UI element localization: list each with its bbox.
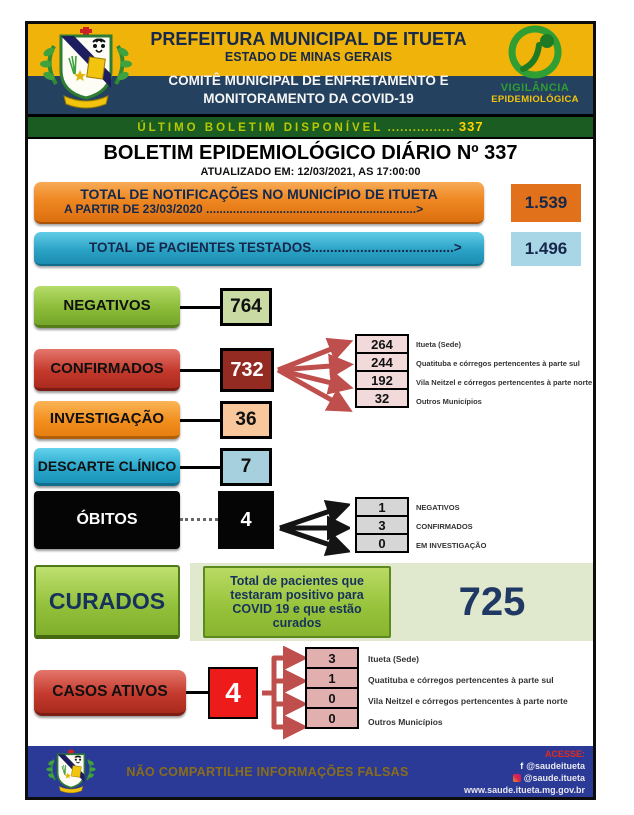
- tested-pill: [34, 232, 484, 266]
- curados-row: [28, 561, 593, 645]
- casos-ativos-breakdown-labels: [368, 647, 590, 743]
- investigacao-value: 36: [220, 401, 272, 439]
- curados-value: 725: [458, 579, 526, 624]
- breakdown-label: Itueta (Sede): [416, 340, 462, 349]
- breakdown-label: Vila Neitzel e córregos pertencentes à parte norte: [416, 378, 593, 387]
- breakdown-label: NEGATIVOS: [416, 503, 460, 512]
- casos-ativos-connector: [186, 691, 208, 694]
- bulletin-frame: [25, 21, 596, 800]
- tested-row: [28, 232, 593, 270]
- obitos-breakdown-labels: [416, 497, 591, 561]
- investigacao-connector: [180, 419, 220, 422]
- header: [28, 24, 593, 114]
- confirmados-value: 732: [220, 348, 274, 392]
- header-titles: [136, 24, 481, 114]
- casos-ativos-row: [28, 646, 593, 744]
- curados-strip: [190, 563, 593, 641]
- confirmados-connector: [180, 369, 220, 372]
- tested-label: TOTAL DE PACIENTES TESTADOS......................................>: [89, 240, 462, 255]
- descarte-button: DESCARTE CLÍNICO: [34, 448, 180, 486]
- vigilancia-label-line1: VIGILÂNCIA: [500, 82, 570, 94]
- breakdown-label: Outros Municípios: [416, 397, 482, 406]
- casos-ativos-arrows-icon: [260, 646, 306, 744]
- committee-line2: MONITORAMENTO DA COVID-19: [203, 91, 414, 106]
- curados-description: Total de pacientes que testaram positivo para COVID 19 e que estão curados: [203, 566, 391, 638]
- confirmados-breakdown-value: 192: [355, 370, 409, 390]
- negativos-connector: [180, 306, 220, 309]
- breakdown-label: EM INVESTIGAÇÃO: [416, 541, 487, 550]
- confirmados-breakdown-value: 244: [355, 352, 409, 372]
- notifications-pill: [34, 182, 484, 224]
- committee-line1: COMITÊ MUNICIPAL DE ENFRETAMENTO E: [168, 73, 449, 88]
- website-url: www.saude.itueta.mg.gov.br: [463, 784, 585, 795]
- ativos-breakdown-value: 0: [305, 687, 359, 709]
- obitos-breakdown-table: [355, 497, 409, 553]
- breakdown-label: Vila Neitzel e córregos pertencentes à parte norte: [368, 696, 568, 706]
- breakdown-label: Quatituba e córregos pertencentes à parte sul: [368, 675, 554, 685]
- investigacao-button: INVESTIGAÇÃO: [34, 401, 180, 439]
- obitos-button: ÓBITOS: [34, 491, 180, 549]
- notifications-label-line1: TOTAL DE NOTIFICAÇÕES NO MUNICÍPIO DE ITUETA: [80, 186, 438, 202]
- itueta-coat-of-arms-icon: [36, 26, 136, 112]
- access-label: ACESSE:: [544, 748, 585, 759]
- obitos-breakdown-value: 1: [355, 497, 409, 517]
- last-bulletin-bar: [28, 114, 593, 139]
- last-bulletin-label: ÚLTIMO BOLETIM DISPONÍVEL: [137, 122, 384, 134]
- breakdown-label: CONFIRMADOS: [416, 522, 473, 531]
- vigilancia-label-line2: EPIDEMIOLÓGICA: [491, 94, 579, 105]
- casos-ativos-breakdown-table: [305, 647, 359, 729]
- footer: [28, 746, 593, 797]
- ativos-breakdown-value: 1: [305, 667, 359, 689]
- footer-coat-of-arms-icon: [42, 749, 100, 795]
- descarte-connector: [180, 466, 220, 469]
- obitos-breakdown-value: 0: [355, 533, 409, 553]
- vigilancia-logo: [479, 25, 591, 114]
- state-subtitle: ESTADO DE MINAS GERAIS: [224, 50, 393, 64]
- obitos-row: [28, 491, 593, 557]
- facebook-handle: @saudeitueta: [526, 760, 585, 771]
- instagram-handle: @saude.itueta: [523, 772, 585, 783]
- last-bulletin-number: 337: [458, 119, 484, 134]
- descarte-value: 7: [220, 448, 272, 486]
- notifications-value: 1.539: [511, 184, 581, 222]
- notifications-row: [28, 182, 593, 226]
- ativos-breakdown-value: 3: [305, 647, 359, 669]
- obitos-arrows-icon: [278, 499, 350, 557]
- obitos-connector: [180, 518, 218, 521]
- vigilancia-swoosh-icon: [485, 25, 585, 79]
- bulletin-updated: ATUALIZADO EM: 12/03/2021, AS 17:00:00: [200, 166, 421, 178]
- website-link[interactable]: [435, 784, 585, 796]
- investigacao-row: [28, 401, 593, 443]
- breakdown-label: Quatituba e córregos pertencentes à parte sul: [416, 359, 580, 368]
- obitos-value: 4: [218, 491, 274, 549]
- casos-ativos-button: CASOS ATIVOS: [34, 670, 186, 716]
- bulletin-title: BOLETIM EPIDEMIOLÓGICO DIÁRIO Nº 337: [103, 142, 518, 164]
- confirmados-breakdown-value: 32: [355, 388, 409, 408]
- negativos-button: NEGATIVOS: [34, 286, 180, 328]
- facebook-link[interactable]: [435, 760, 585, 772]
- negativos-row: [28, 286, 593, 332]
- curados-button: CURADOS: [34, 565, 180, 639]
- casos-ativos-value: 4: [208, 667, 258, 719]
- ativos-breakdown-value: 0: [305, 707, 359, 729]
- instagram-link[interactable]: [435, 772, 585, 784]
- bulletin-title-block: [28, 139, 593, 184]
- municipality-title: PREFEITURA MUNICIPAL DE ITUETA: [150, 29, 467, 49]
- confirmados-button: CONFIRMADOS: [34, 349, 180, 391]
- confirmados-breakdown-table: [355, 334, 409, 408]
- footer-message: NÃO COMPARTILHE INFORMAÇÕES FALSAS: [126, 764, 409, 779]
- notifications-label-line2: A PARTIR DE 23/03/2020 ...............................................................>: [64, 202, 424, 216]
- negativos-value: 764: [220, 288, 272, 326]
- last-bulletin-dots: ................: [383, 122, 459, 134]
- footer-links: [435, 748, 585, 796]
- confirmados-breakdown-value: 264: [355, 334, 409, 354]
- facebook-icon: f: [520, 760, 524, 771]
- breakdown-label: Itueta (Sede): [368, 654, 420, 664]
- instagram-icon: [513, 774, 521, 782]
- obitos-breakdown-value: 3: [355, 515, 409, 535]
- tested-value: 1.496: [511, 232, 581, 266]
- descarte-row: [28, 448, 593, 490]
- breakdown-label: Outros Municípios: [368, 717, 443, 727]
